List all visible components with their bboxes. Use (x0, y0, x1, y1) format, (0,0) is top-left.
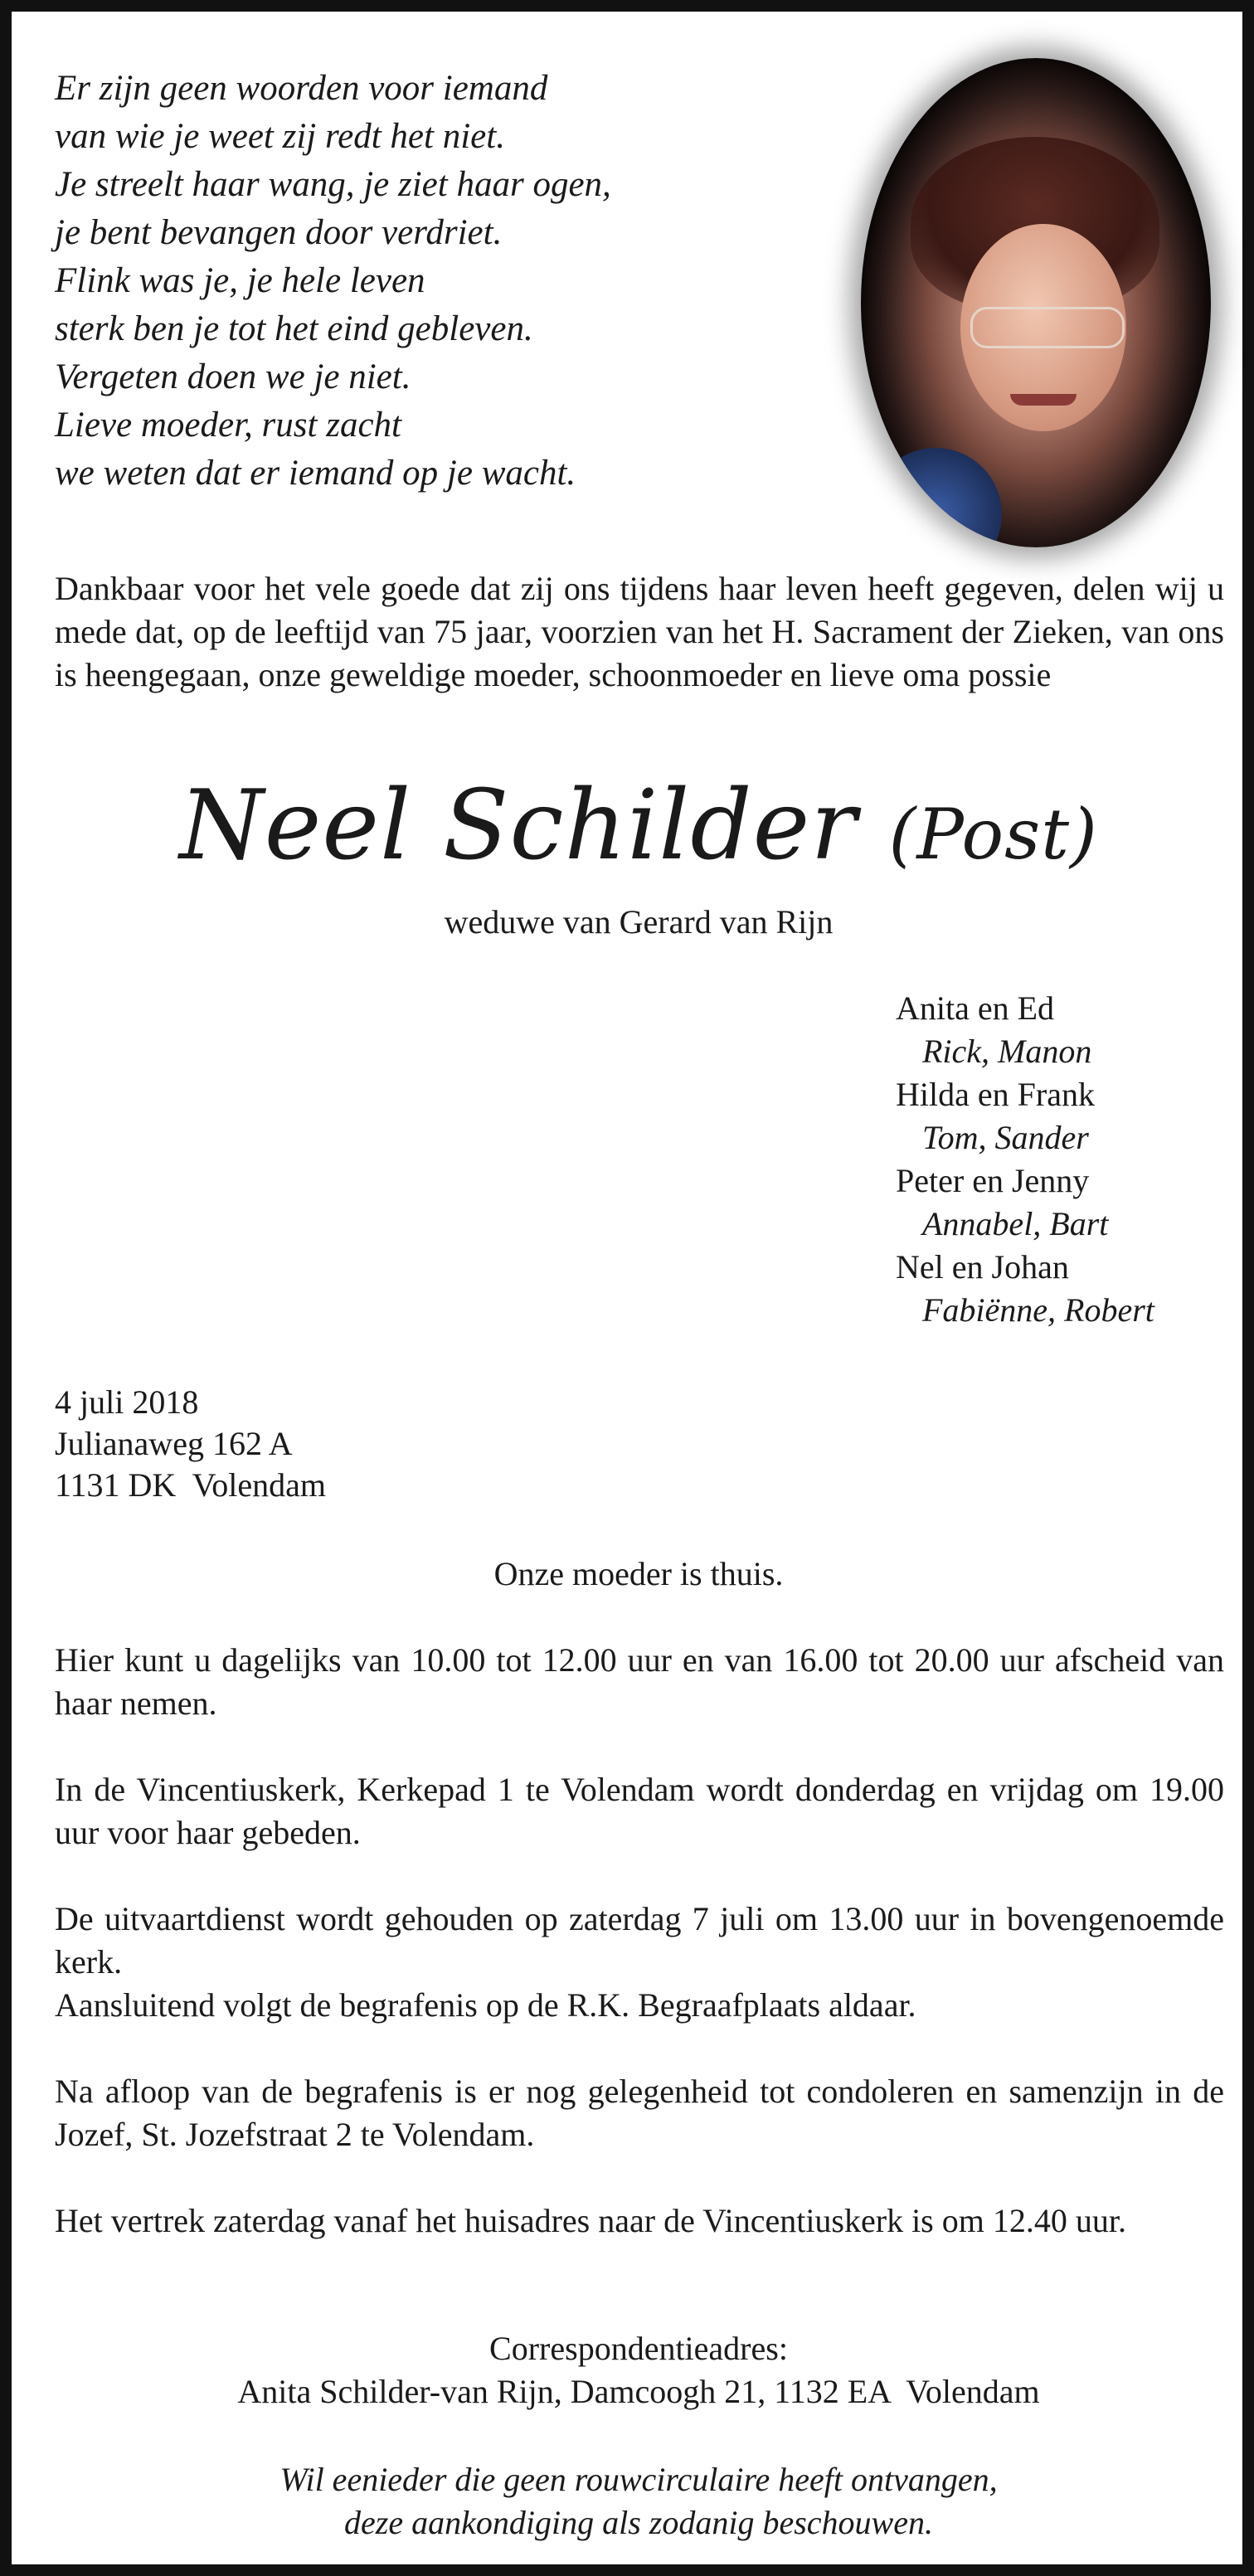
burial-note: Aansluitend volgt de begrafenis op de R.K. Begraafplaats aldaar. (55, 1986, 916, 2024)
portrait-photo (861, 58, 1211, 547)
family-couple: Nel en Johan (896, 1248, 1069, 1286)
poem-line: Er zijn geen woorden voor iemand (55, 69, 548, 108)
family-children: Fabiënne, Robert (922, 1291, 1154, 1329)
family-couple: Peter en Jenny (896, 1162, 1090, 1199)
prayer-service: In de Vincentiuskerk, Kerkepad 1 te Volendam wordt donderdag en vrijdag om 19.00 uur voor haar gebeden. (55, 1771, 1224, 1851)
portrait-shoulder (869, 448, 1002, 547)
condolence-note: Na afloop van de begrafenis is er nog gelegenheid tot condoleren en samenzijn in de Jozef, St. Jozefstraat 2 te Volendam. (55, 2073, 1224, 2153)
footer-line: Wil eenieder die geen rouwcirculaire heeft ontvangen, (279, 2461, 998, 2498)
correspondence (12, 2327, 1254, 2413)
family-couple: Anita en Ed (896, 989, 1055, 1027)
family-children: Rick, Manon (922, 1033, 1092, 1070)
funeral-service: De uitvaartdienst wordt gehouden op zaterdag 7 juli om 13.00 uur in bovengenoemde kerk. (55, 1900, 1224, 1981)
family-list (896, 987, 1244, 1332)
poem (55, 65, 801, 498)
poem-line: Vergeten doen we je niet. (55, 357, 411, 396)
visiting-hours: Hier kunt u dagelijks van 10.00 tot 12.00 uur en van 16.00 tot 20.00 uur afscheid van haar nemen. (55, 1641, 1224, 1722)
home-note: Onze moeder is thuis. (493, 1555, 784, 1592)
portrait-mouth (1010, 394, 1077, 406)
deceased-maiden-name: (Post) (888, 794, 1098, 875)
home-address (55, 1382, 552, 1506)
footer-note (12, 2458, 1254, 2544)
correspondence-label: Correspondentieadres: (489, 2330, 788, 2367)
poem-line: van wie je weet zij redt het niet. (55, 117, 505, 156)
family-children: Annabel, Bart (922, 1205, 1109, 1242)
poem-line: sterk ben je tot het eind gebleven. (55, 309, 533, 348)
family-couple: Hilda en Frank (896, 1076, 1095, 1113)
poem-line: je bent bevangen door verdriet. (55, 213, 503, 252)
poem-line: we weten dat er iemand op je wacht. (55, 454, 576, 493)
intro-text: Dankbaar voor het vele goede dat zij ons tijdens haar leven heeft gegeven, delen wij u mede dat, op de leeftijd van 75 jaar, voorzien van het H. Sacrament der Zieken, van ons is heengegaan, onze geweldige moeder, schoonmoeder en lieve oma possie (55, 570, 1224, 693)
deceased-name (12, 768, 1254, 892)
departure-note: Het vertrek zaterdag vanaf het huisadres naar de Vincentiuskerk is om 12.40 uur. (55, 2202, 1126, 2239)
death-date: 4 juli 2018 (55, 1383, 199, 1421)
address-street: Julianaweg 162 A (55, 1425, 293, 1462)
poem-line: Flink was je, je hele leven (55, 261, 425, 300)
deceased-name-text: Neel Schilder (179, 770, 858, 882)
poem-line: Je streelt haar wang, je ziet haar ogen, (55, 165, 611, 204)
address-city: 1131 DK Volendam (55, 1466, 327, 1504)
footer-line: deze aankondiging als zodanig beschouwen. (344, 2504, 933, 2541)
poem-line: Lieve moeder, rust zacht (55, 406, 401, 445)
widow-of: weduwe van Gerard van Rijn (444, 903, 834, 940)
correspondence-address: Anita Schilder-van Rijn, Damcoogh 21, 1132 EA Volendam (237, 2373, 1040, 2410)
portrait-glasses (970, 307, 1125, 348)
family-children: Tom, Sander (922, 1119, 1089, 1156)
